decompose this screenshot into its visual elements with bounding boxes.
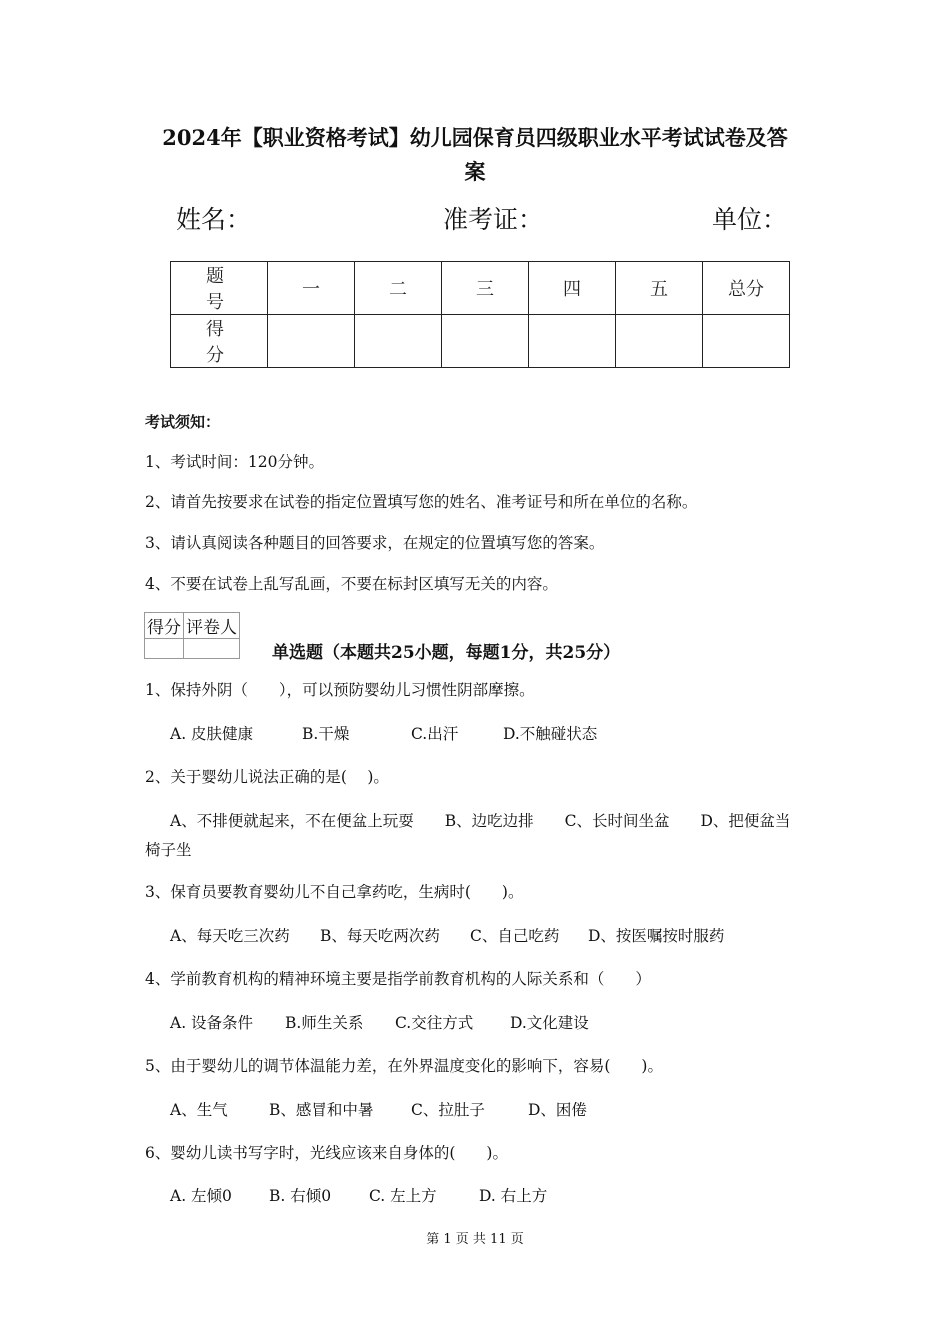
note-item: 1、考试时间：120分钟。	[145, 453, 324, 471]
option[interactable]: C. 左上方	[369, 1187, 437, 1205]
option[interactable]: A、每天吃三次药	[170, 927, 290, 945]
option[interactable]: A、生气	[170, 1101, 228, 1119]
score-table-col-4: 四	[529, 262, 616, 315]
option[interactable]: A. 左倾0	[170, 1187, 232, 1205]
option[interactable]: D、按医嘱按时服药	[588, 927, 725, 945]
question-options	[170, 1185, 547, 1207]
question-stem: 6、婴幼儿读书写字时，光线应该来自身体的( )。	[145, 1144, 508, 1162]
score-table-score-row	[171, 315, 790, 368]
option[interactable]: B、感冒和中暑	[269, 1101, 374, 1119]
section-title: 单选题（本题共25小题，每题1分，共25分）	[272, 643, 621, 663]
score-table-col-3: 三	[442, 262, 529, 315]
option[interactable]: A. 皮肤健康	[170, 725, 254, 743]
question-options[interactable]: A、不排便就起来，不在便盆上玩耍 B、边吃边排 C、长时间坐盆 D、把便盆当	[170, 812, 791, 830]
question-stem: 5、由于婴幼儿的调节体温能力差，在外界温度变化的影响下，容易( )。	[145, 1057, 663, 1075]
option[interactable]: D.文化建设	[510, 1014, 589, 1032]
question-options	[170, 1099, 587, 1121]
note-item: 3、请认真阅读各种题目的回答要求，在规定的位置填写您的答案。	[145, 534, 605, 552]
exam-id-field-label: 准考证：	[443, 205, 544, 234]
score-cell[interactable]	[355, 315, 442, 368]
question-stem: 2、关于婴幼儿说法正确的是( )。	[145, 768, 389, 786]
option[interactable]: D. 右上方	[479, 1187, 548, 1205]
note-item: 4、不要在试卷上乱写乱画，不要在标封区填写无关的内容。	[145, 575, 558, 593]
question-options-continued: 椅子坐	[145, 841, 192, 859]
question-stem: 4、学前教育机构的精神环境主要是指学前教育机构的人际关系和（ ）	[145, 970, 651, 988]
question-options	[170, 723, 597, 745]
unit-field-label: 单位：	[712, 205, 788, 234]
option[interactable]: A. 设备条件	[170, 1014, 254, 1032]
grader-box	[144, 612, 240, 659]
page-number: 第 1 页 共 11 页	[426, 1232, 524, 1247]
question-options	[170, 1012, 589, 1034]
option[interactable]: C、拉肚子	[411, 1101, 485, 1119]
score-table-col-2: 二	[355, 262, 442, 315]
score-table-header-row	[171, 262, 790, 315]
score-table-col-5: 五	[616, 262, 703, 315]
option[interactable]: B. 右倾0	[269, 1187, 332, 1205]
option[interactable]: C、自己吃药	[470, 927, 560, 945]
document-title-line1: 2024年【职业资格考试】幼儿园保育员四级职业水平考试试卷及答	[162, 125, 788, 150]
note-item: 2、请首先按要求在试卷的指定位置填写您的姓名、准考证号和所在单位的名称。	[145, 493, 698, 511]
option[interactable]: C.交往方式	[395, 1014, 474, 1032]
score-cell[interactable]	[268, 315, 355, 368]
name-field-label: 姓名：	[176, 205, 252, 234]
option[interactable]: B、每天吃两次药	[320, 927, 440, 945]
option[interactable]: B.干燥	[302, 725, 350, 743]
score-cell[interactable]	[703, 315, 790, 368]
grader-reviewer-cell[interactable]	[184, 639, 240, 659]
option[interactable]: D、困倦	[528, 1101, 587, 1119]
question-options	[170, 925, 724, 947]
score-table-header-label: 题 号	[171, 262, 268, 315]
option[interactable]: C.出汗	[411, 725, 459, 743]
grader-reviewer-label: 评卷人	[184, 613, 240, 639]
option[interactable]: B.师生关系	[285, 1014, 364, 1032]
score-cell[interactable]	[442, 315, 529, 368]
score-table-col-1: 一	[268, 262, 355, 315]
score-cell[interactable]	[529, 315, 616, 368]
score-cell[interactable]	[616, 315, 703, 368]
grader-score-label: 得分	[145, 613, 184, 639]
score-table	[170, 261, 790, 368]
grader-score-cell[interactable]	[145, 639, 184, 659]
question-stem: 1、保持外阴（ ），可以预防婴幼儿习惯性阴部摩擦。	[145, 681, 535, 699]
score-table-score-label: 得 分	[171, 315, 268, 368]
question-stem: 3、保育员要教育婴幼儿不自己拿药吃，生病时( )。	[145, 883, 524, 901]
option[interactable]: D.不触碰状态	[503, 725, 598, 743]
document-title-line2: 案	[464, 159, 486, 184]
score-table-col-total: 总分	[703, 262, 790, 315]
notes-title: 考试须知：	[145, 413, 221, 431]
